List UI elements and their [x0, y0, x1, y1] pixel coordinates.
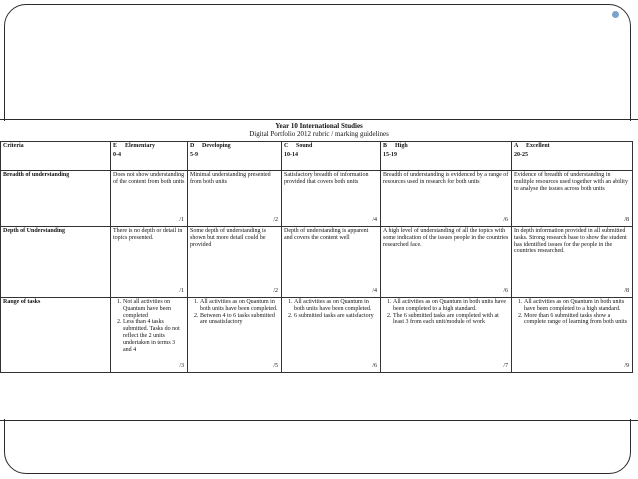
rubric-cell: [512, 227, 633, 298]
list-item: 1. All activities as on Quantum in both units have been completed.: [200, 299, 279, 313]
header-level-b: [381, 142, 512, 171]
rubric-cell: [381, 227, 512, 298]
cell-score: /6: [372, 363, 377, 370]
rubric-cell: [282, 171, 381, 227]
cell-list: [113, 299, 185, 353]
level-range: 5-9: [190, 151, 198, 158]
level-range: 0-4: [113, 151, 121, 158]
cell-text: Some depth of understanding is shown but more detail could be provided: [190, 228, 266, 248]
rubric-cell: [188, 227, 282, 298]
cell-score: /6: [503, 288, 508, 295]
level-letter: E: [113, 143, 118, 149]
cell-text: Evidence of breadth of understanding in multiple resources used together with an ability to analyse the issues across both units: [514, 172, 628, 192]
list-item: 2. Less than 4 tasks submitted. Tasks do not reflect the 2 units undertaken in terms 3 and 4: [123, 319, 185, 353]
cell-text: Breadth of understanding is evidenced by a range of resources used in research for both units: [383, 172, 509, 185]
rubric-cell: [111, 171, 188, 227]
rubric-subtitle: Digital Portfolio 2012 rubric / marking guidelines: [249, 130, 389, 138]
criterion-label: Breadth of understanding: [1, 171, 111, 227]
level-name: Developing: [202, 143, 231, 149]
cell-text: A high level of understanding of all the topics with some indication of the issues people in the countries researched face.: [383, 228, 509, 248]
cell-list: [190, 299, 279, 326]
rubric-cell: [188, 171, 282, 227]
rubric-title: Year 10 International Studies: [275, 122, 363, 130]
slide-divider-bottom: [0, 420, 638, 421]
cell-score: /4: [372, 217, 377, 224]
cell-score: /9: [624, 363, 629, 370]
cell-text: Satisfactory breadth of information provided that covers both units: [284, 172, 369, 185]
cell-score: /8: [624, 288, 629, 295]
cell-score: /7: [503, 363, 508, 370]
level-letter: B: [383, 143, 388, 149]
rubric-image: [0, 121, 638, 419]
rubric-cell: [188, 298, 282, 373]
list-item: 2. More than 6 submitted tasks show a complete range of learning from both units: [524, 313, 630, 327]
level-name: Elementary: [125, 143, 155, 149]
level-name: Sound: [296, 143, 313, 149]
cell-score: /2: [273, 288, 278, 295]
cell-score: /8: [624, 217, 629, 224]
list-item: 1. All activities as on Quantum in both units have been completed.: [294, 299, 378, 313]
level-letter: C: [284, 143, 289, 149]
level-range: 20-25: [514, 151, 528, 158]
cell-text: There is no depth or detail in topics presented.: [113, 228, 183, 241]
header-level-c: [282, 142, 381, 171]
cell-text: Depth of understanding is apparent and covers the content well: [284, 228, 369, 241]
header-criteria: Criteria: [1, 142, 111, 171]
cell-score: /2: [273, 217, 278, 224]
table-row-range: [1, 298, 633, 373]
slide-accent-dot: [612, 11, 619, 18]
list-item: 1. All activities as on Quantum in both units have been completed to a high standard.: [524, 299, 630, 313]
level-name: Excellent: [526, 143, 550, 149]
rubric-cell: [381, 298, 512, 373]
rubric-cell: [512, 298, 633, 373]
cell-text: Does not show understanding of the content from both units: [113, 172, 185, 185]
table-header-row: [1, 142, 633, 171]
header-level-e: [111, 142, 188, 171]
cell-text: Minimal understanding presented from both units: [190, 172, 271, 185]
cell-list: [514, 299, 630, 326]
rubric-cell: [282, 227, 381, 298]
list-item: 2. The 6 submitted tasks are completed with at least 3 from each unit/module of work: [393, 313, 509, 327]
cell-list: [383, 299, 509, 326]
header-level-d: [188, 142, 282, 171]
rubric-title-block: [0, 122, 638, 138]
level-range: 10-14: [284, 151, 298, 158]
list-item: 2. Between 4 to 6 tasks submitted are unsatisfactory: [200, 313, 279, 327]
level-letter: A: [514, 143, 519, 149]
level-name: High: [395, 143, 408, 149]
list-item: 2. 6 submitted tasks are satisfactory: [294, 313, 378, 320]
criterion-label: Depth of Understanding: [1, 227, 111, 298]
rubric-cell: [512, 171, 633, 227]
slide-divider-top: [0, 119, 638, 120]
rubric-cell: [381, 171, 512, 227]
rubric-cell: [282, 298, 381, 373]
level-letter: D: [190, 143, 195, 149]
table-row-depth: [1, 227, 633, 298]
rubric-table: [0, 141, 633, 373]
cell-score: /3: [179, 363, 184, 370]
cell-text: In depth information provided in all submitted tasks. Strong research base to show the student has identified issues for the people in the countries researched.: [514, 228, 627, 255]
list-item: 1. All activities as on Quantum in both units have been completed to a high standard.: [393, 299, 509, 313]
level-range: 15-19: [383, 151, 397, 158]
rubric-cell: [111, 298, 188, 373]
list-item: 1. Not all activities on Quantum have been completed: [123, 299, 185, 319]
cell-list: [284, 299, 378, 319]
table-row-breadth: [1, 171, 633, 227]
cell-score: /1: [179, 217, 184, 224]
cell-score: /4: [372, 288, 377, 295]
header-level-a: [512, 142, 633, 171]
cell-score: /5: [273, 363, 278, 370]
criterion-label: Range of tasks: [1, 298, 111, 373]
rubric-cell: [111, 227, 188, 298]
cell-score: /1: [179, 288, 184, 295]
cell-score: /6: [503, 217, 508, 224]
